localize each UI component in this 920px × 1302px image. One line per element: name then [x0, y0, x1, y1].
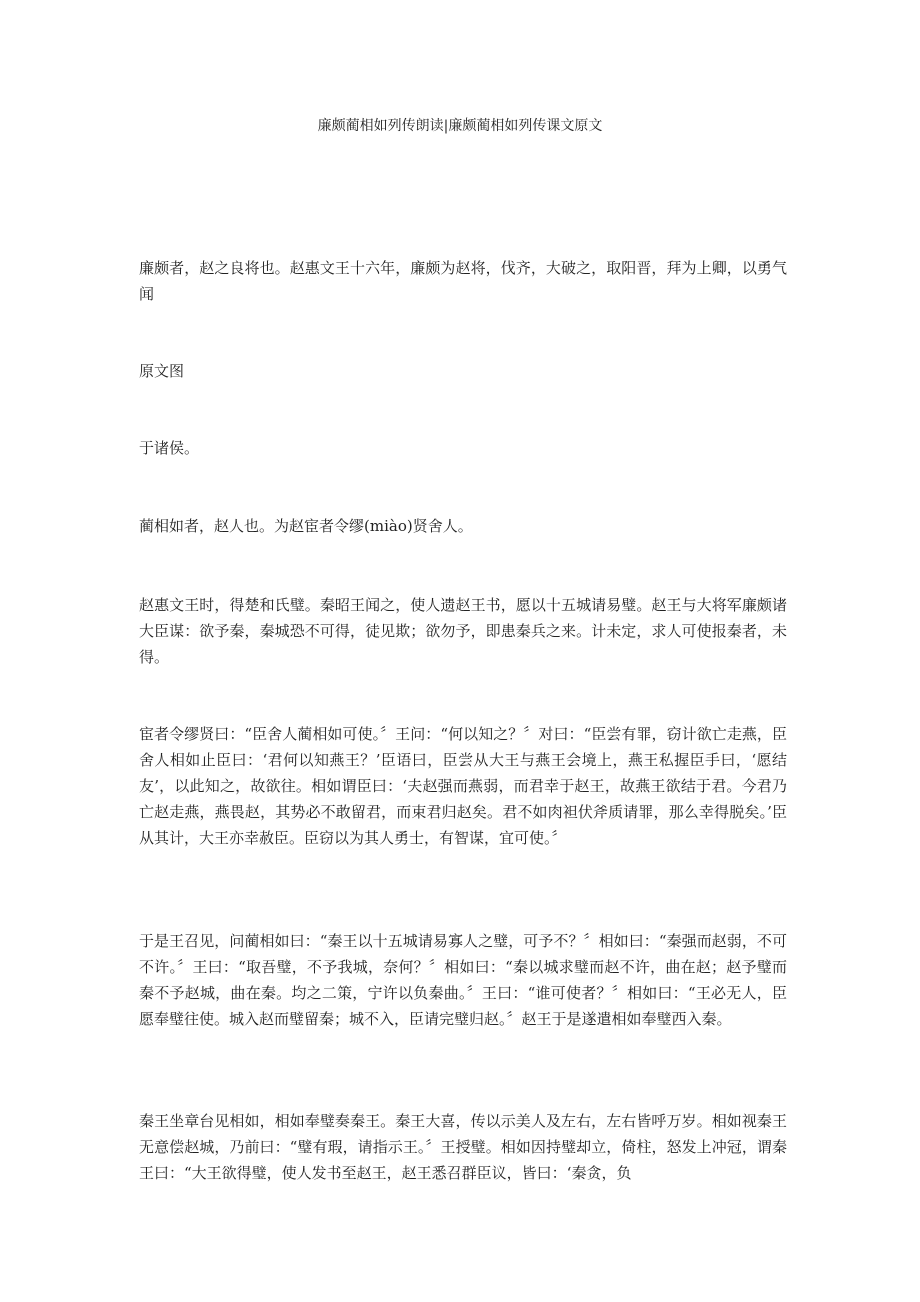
paragraph-zhu-hou: 于诸侯。	[139, 439, 200, 457]
paragraph-lian-po-intro: 廉颇者，赵之良将也。赵惠文王十六年，廉颇为赵将，伐齐，大破之，取阳晋，拜为上卿，以勇气闻	[139, 259, 787, 303]
paragraph-original-image-caption: 原文图	[139, 362, 185, 380]
document-title: 廉颇蔺相如列传朗读|廉颇蔺相如列传课文原文	[317, 118, 603, 134]
paragraph-lin-xiangru-intro: 蔺相如者，赵人也。为赵宦者令缪(miào)贤舍人。	[139, 517, 473, 535]
paragraph-he-shi-bi: 赵惠文王时，得楚和氏璧。秦昭王闻之，使人遗赵王书，愿以十五城请易璧。赵王与大将军廉颇诸大臣谋：欲予秦，秦城恐不可得，徒见欺；欲勿予，即患秦兵之来。计未定，求人可使报秦者，未得。	[139, 596, 787, 666]
paragraph-zhang-tai: 秦王坐章台见相如，相如奉璧奏秦王。秦王大喜，传以示美人及左右，左右皆呼万岁。相如视秦王无意偿赵城，乃前曰：“璧有瑕，请指示王。〞王授璧。相如因持璧却立，倚柱，怒发上冲冠，谓秦王曰：“大王欲得璧，使人发书至赵王，赵王悉召群臣议，皆曰：‘秦贪，负	[139, 1112, 787, 1182]
paragraph-miao-xian-recommends: 宦者令缪贤曰：“臣舍人蔺相如可使。〞王问：“何以知之？〞对曰：“臣尝有罪，窃计欲亡走燕，臣舍人相如止臣曰：‘君何以知燕王？’臣语曰，臣尝从大王与燕王会境上，燕王私握臣手曰，‘愿结友’，以此知之，故欲往。相如谓臣曰：‘夫赵强而燕弱，而君幸于赵王，故燕王欲结于君。今君乃亡赵走燕，燕畏赵，其势必不敢留君，而束君归赵矣。君不如肉袒伏斧质请罪，那么幸得脱矣。’臣从其计，大王亦幸赦臣。臣窃以为其人勇士，有智谋，宜可使。〞	[139, 725, 787, 847]
paragraph-king-summons: 于是王召见，问蔺相如曰：“秦王以十五城请易寡人之璧，可予不？〞相如曰：“秦强而赵弱，不可不许。〞王曰：“取吾璧，不予我城，奈何？〞相如曰：“秦以城求璧而赵不许，曲在赵；赵予璧而秦不予赵城，曲在秦。均之二策，宁许以负秦曲。〞王曰：“谁可使者？〞相如曰：“王必无人，臣愿奉璧往使。城入赵而璧留秦；城不入，臣请完璧归赵。〞赵王于是遂遣相如奉璧西入秦。	[139, 932, 787, 1028]
